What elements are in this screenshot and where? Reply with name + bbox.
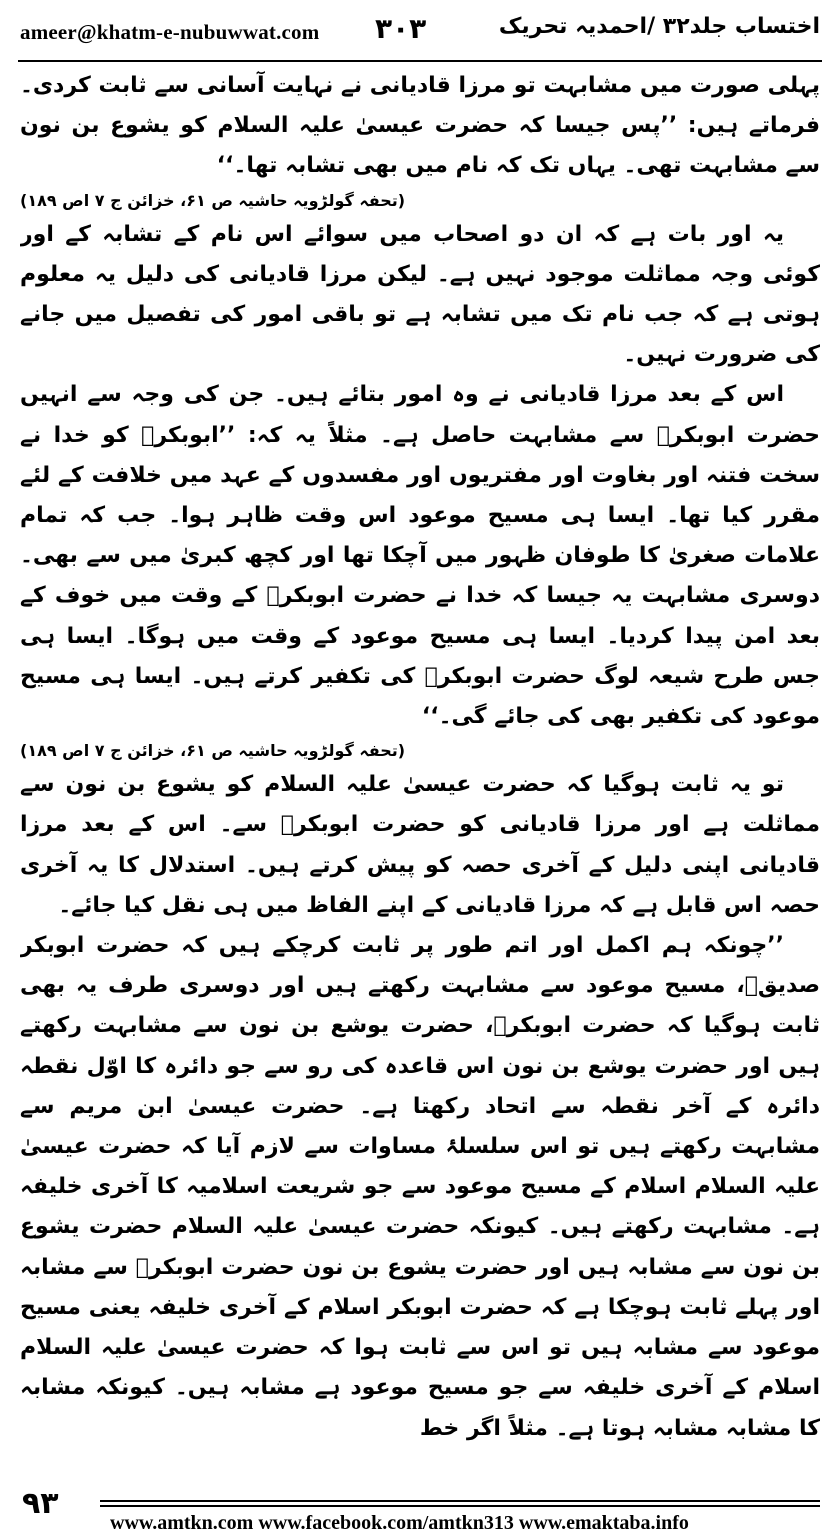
paragraph-2: یہ اور بات ہے کہ ان دو اصحاب میں سوائے اس نام کے تشابہ کے اور کوئی وجہ مماثلت موجود نہیں ہے۔ لیکن مرزا قادیانی کی دلیل یہ معلوم ہوتی ہے کہ جب نام تک میں تشابہ ہے تو باقی امور کی تفصیل میں جانے کی ضرورت نہیں۔ [20,221,820,368]
paragraph-3: اس کے بعد مرزا قادیانی نے وہ امور بتائے ہیں۔ جن کی وجہ سے انہیں حضرت ابوبکرؓ سے مشابہت حاصل ہے۔ مثلاً یہ کہ: ’’ابوبکرؓ کو خدا نے سخت فتنہ اور بغاوت اور مفتریوں اور مفسدوں کے عہد میں خلافت کے لئے مقرر کیا تھا۔ ایسا ہی مسیح موعود اس وقت ظاہر ہوا۔ جب کہ تمام علامات صغریٰ کا طوفان ظہور میں آچکا تھا اور کچھ کبریٰ میں سے بھی۔ دوسری مشابہت یہ جیسا کہ خدا نے حضرت ابوبکرؓ کے وقت میں خوف کے بعد امن پیدا کردیا۔ ایسا ہی مسیح موعود کے وقت میں ہوگا۔ ایسا ہی جس طرح شیعہ لوگ حضرت ابوبکرؓ کی تکفیر کرتے ہیں۔ ایسا ہی مسیح موعود کی تکفیر بھی کی جائے گی۔‘‘ [20,382,820,730]
footer-website-links[interactable]: www.amtkn.com www.facebook.com/amtkn313 www.emaktaba.info [110,1512,689,1534]
header-divider [18,60,822,62]
paragraph-1: پہلی صورت میں مشابہت تو مرزا قادیانی نے نہایت آسانی سے ثابت کردی۔ فرماتے ہیں: ’’پس جیسا کہ حضرت عیسیٰ علیہ السلام کو یشوع بن نون سے مشابہت تھی۔ یہاں تک کہ نام میں بھی تشابہ تھا۔‘‘ [20,73,820,179]
citation-1: (تحفہ گولڑویہ حاشیہ ص ۶۱، خزائن ج ۷ اص ۱۸۹) [20,190,406,210]
header-email[interactable]: ameer@khatm-e-nubuwwat.com [20,20,320,44]
page-header [0,0,840,62]
paragraph-4: تو یہ ثابت ہوگیا کہ حضرت عیسیٰ علیہ السلام کو یشوع بن نون سے مماثلت ہے اور مرزا قادیانی کو حضرت ابوبکرؓ سے۔ اس کے بعد مرزا قادیانی اپنی دلیل کے آخری حصہ کو پیش کرتے ہیں۔ استدلال کا یہ آخری حصہ اس قابل ہے کہ مرزا قادیانی کے اپنے الفاظ میں ہی نقل کیا جائے۔ [20,772,820,918]
header-book-title: اختساب جلد۳۲ /احمدیہ تحریک [498,14,820,39]
page-footer [0,1478,840,1540]
citation-2: (تحفہ گولڑویہ حاشیہ ص ۶۱، خزائن ج ۷ اص ۱۸۹) [20,741,406,761]
paragraph-5: ’’چونکہ ہم اکمل اور اتم طور پر ثابت کرچکے ہیں کہ حضرت ابوبکر صدیقؓ، مسیح موعود سے مشابہت رکھتے ہیں اور دوسری طرف یہ بھی ثابت ہوگیا کہ حضرت ابوبکرؓ، حضرت یوشع بن نون سے مشابہت رکھتے ہیں اور حضرت یوشع بن نون اس قاعدہ کی رو سے جو دائرہ کا اوّل نقطہ دائرہ کے آخر نقطہ سے اتحاد رکھتا ہے۔ حضرت عیسیٰ ابن مریم سے مشابہت رکھتے ہیں تو اس سلسلۂ مساوات سے لازم آیا کہ حضرت عیسیٰ علیہ السلام اسلام کے مسیح موعود سے جو شریعت اسلامیہ کا آخری خلیفہ ہے۔ مشابہت رکھتے ہیں۔ کیونکہ حضرت عیسیٰ علیہ السلام حضرت یشوع بن نون سے مشابہ ہیں اور حضرت یشوع بن نون حضرت ابوبکرؓ سے مشابہ اور پہلے ثابت ہوچکا ہے کہ حضرت ابوبکر اسلام کے آخری خلیفہ یعنی مسیح موعود سے مشابہ ہیں تو اس سے ثابت ہوا کہ حضرت عیسیٰ علیہ السلام اسلام کے آخری خلیفہ سے جو مسیح موعود ہے مشابہ ہیں۔ کیونکہ مشابہ کا مشابہ مشابہ ہوتا ہے۔ مثلاً اگر خط [20,933,820,1441]
page-body [20,66,820,1466]
header-page-number: ۳۰۳ [375,12,427,45]
footer-divider [100,1500,820,1502]
footer-page-number: ۹۳ [22,1486,59,1521]
footer-divider-secondary [100,1505,820,1507]
